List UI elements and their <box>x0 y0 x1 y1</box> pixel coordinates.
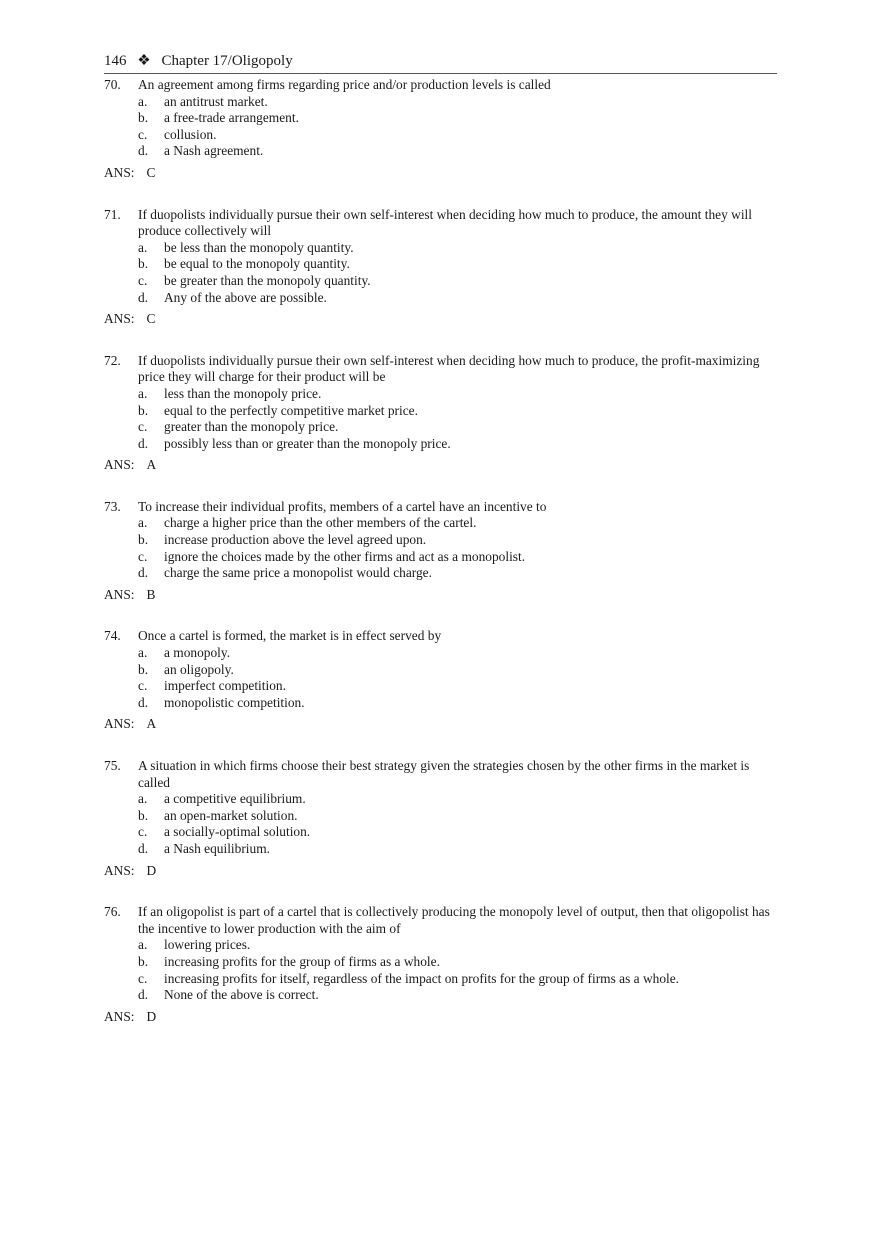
answer-line <box>104 457 780 474</box>
option-text: charge the same price a monopolist would charge. <box>164 565 432 581</box>
answer-option <box>138 403 780 420</box>
option-text: charge a higher price than the other members of the cartel. <box>164 515 477 531</box>
answer-value: C <box>146 164 156 180</box>
option-letter: c. <box>138 126 148 142</box>
option-letter: b. <box>138 953 149 969</box>
option-text: monopolistic competition. <box>164 694 305 710</box>
question-text: If an oligopolist is part of a cartel that is collectively producing the monopoly level of output, then that oligopolist has the incentive to lower production with the aim of <box>138 904 770 936</box>
answer-label: ANS: <box>104 457 135 473</box>
option-list <box>104 240 780 306</box>
option-text: be greater than the monopoly quantity. <box>164 272 371 288</box>
answer-option <box>138 549 780 566</box>
answer-line <box>104 863 780 880</box>
question-number: 73. <box>104 498 121 514</box>
option-letter: b. <box>138 402 149 418</box>
option-list <box>104 937 780 1003</box>
answer-option <box>138 532 780 549</box>
answer-option <box>138 824 780 841</box>
option-text: be equal to the monopoly quantity. <box>164 256 350 272</box>
option-text: an open-market solution. <box>164 807 298 823</box>
question-number: 76. <box>104 904 121 920</box>
option-letter: c. <box>138 824 148 840</box>
question-number: 75. <box>104 758 121 773</box>
answer-line <box>104 587 780 604</box>
option-letter: a. <box>138 93 148 109</box>
question-item <box>104 904 780 1025</box>
question-item <box>104 207 780 328</box>
answer-option <box>138 273 780 290</box>
option-text: be less than the monopoly quantity. <box>164 239 354 255</box>
option-text: possibly less than or greater than the monopoly price. <box>164 435 451 451</box>
option-letter: b. <box>138 661 149 677</box>
question-item <box>104 353 780 474</box>
question-text: If duopolists individually pursue their own self-interest when deciding how much to produce, the amount they will produce collectively will <box>138 206 752 239</box>
answer-line <box>104 165 780 182</box>
answer-label: ANS: <box>104 164 135 180</box>
option-letter: c. <box>138 970 148 986</box>
question-stem <box>104 628 780 645</box>
answer-value: A <box>146 716 157 732</box>
question-stem <box>104 77 780 94</box>
answer-option <box>138 143 780 160</box>
option-text: a Nash agreement. <box>164 143 264 159</box>
question-stem <box>104 353 780 386</box>
option-letter: b. <box>138 110 149 126</box>
option-letter: a. <box>138 239 148 255</box>
question-stem <box>104 758 780 791</box>
option-text: an oligopoly. <box>164 661 234 677</box>
question-number: 74. <box>104 628 121 644</box>
answer-option <box>138 791 780 808</box>
answer-line <box>104 716 780 733</box>
option-letter: d. <box>138 435 149 451</box>
option-text: collusion. <box>164 126 217 142</box>
option-list <box>104 386 780 452</box>
answer-option <box>138 937 780 954</box>
option-text: lowering prices. <box>164 937 251 953</box>
question-text: A situation in which firms choose their best strategy given the strategies chosen by the other firms in the market is called <box>138 758 750 790</box>
option-letter: d. <box>138 694 149 710</box>
question-item <box>104 758 780 879</box>
answer-label: ANS: <box>104 716 135 732</box>
option-letter: c. <box>138 678 148 694</box>
question-list <box>104 77 780 1025</box>
answer-line <box>104 311 780 328</box>
answer-option <box>138 436 780 453</box>
answer-line <box>104 1009 780 1026</box>
option-text: a monopoly. <box>164 645 231 661</box>
answer-option <box>138 678 780 695</box>
answer-option <box>138 290 780 307</box>
answer-option <box>138 841 780 858</box>
option-letter: d. <box>138 143 149 159</box>
question-text: If duopolists individually pursue their own self-interest when deciding how much to produce, the profit-maximizing price they will charge for their product will be <box>138 352 760 385</box>
option-text: increasing profits for the group of firms as a whole. <box>164 953 440 969</box>
option-list <box>104 791 780 857</box>
option-text: a competitive equilibrium. <box>164 791 306 807</box>
page-number: 146 <box>104 53 127 69</box>
option-letter: b. <box>138 532 149 548</box>
question-stem <box>104 499 780 516</box>
option-text: Any of the above are possible. <box>164 289 327 305</box>
question-number: 70. <box>104 77 121 92</box>
answer-option <box>138 695 780 712</box>
answer-option <box>138 515 780 532</box>
diamond-separator-icon: ❖ <box>137 53 151 69</box>
question-text: An agreement among firms regarding price and/or production levels is called <box>138 77 551 92</box>
option-list <box>104 94 780 160</box>
answer-value: C <box>146 311 156 327</box>
question-item <box>104 77 780 182</box>
option-letter: d. <box>138 840 149 856</box>
answer-option <box>138 240 780 257</box>
answer-option <box>138 110 780 127</box>
option-text: an antitrust market. <box>164 93 268 109</box>
answer-value: A <box>146 457 157 473</box>
option-list <box>104 515 780 581</box>
answer-label: ANS: <box>104 586 135 602</box>
option-letter: a. <box>138 645 148 661</box>
question-stem <box>104 207 780 240</box>
answer-option <box>138 94 780 111</box>
option-text: increase production above the level agreed upon. <box>164 532 427 548</box>
option-text: None of the above is correct. <box>164 987 319 1003</box>
answer-option <box>138 971 780 988</box>
option-letter: c. <box>138 272 148 288</box>
page-header <box>104 52 777 74</box>
option-text: a Nash equilibrium. <box>164 840 270 856</box>
question-text: To increase their individual profits, members of a cartel have an incentive to <box>138 498 547 514</box>
option-list <box>104 645 780 711</box>
answer-option <box>138 954 780 971</box>
option-letter: b. <box>138 807 149 823</box>
answer-option <box>138 127 780 144</box>
option-letter: a. <box>138 515 148 531</box>
option-text: equal to the perfectly competitive market price. <box>164 402 418 418</box>
question-item <box>104 628 780 733</box>
question-number: 72. <box>104 352 121 368</box>
option-letter: d. <box>138 987 149 1003</box>
question-stem <box>104 904 780 937</box>
option-letter: c. <box>138 548 148 564</box>
option-letter: a. <box>138 385 148 401</box>
question-item <box>104 499 780 604</box>
option-text: a free-trade arrangement. <box>164 110 299 126</box>
option-text: greater than the monopoly price. <box>164 419 339 435</box>
answer-option <box>138 386 780 403</box>
question-number: 71. <box>104 206 121 222</box>
option-letter: b. <box>138 256 149 272</box>
question-text: Once a cartel is formed, the market is in effect served by <box>138 628 442 644</box>
option-letter: a. <box>138 791 148 807</box>
option-letter: a. <box>138 937 148 953</box>
answer-label: ANS: <box>104 311 135 327</box>
answer-option <box>138 256 780 273</box>
option-text: ignore the choices made by the other firms and act as a monopolist. <box>164 548 526 564</box>
chapter-title: Chapter 17/Oligopoly <box>161 53 293 69</box>
answer-option <box>138 987 780 1004</box>
option-text: increasing profits for itself, regardless of the impact on profits for the group of firms as a whole. <box>164 970 680 986</box>
answer-value: D <box>146 1008 157 1024</box>
option-letter: d. <box>138 565 149 581</box>
answer-option <box>138 662 780 679</box>
option-text: imperfect competition. <box>164 678 286 694</box>
answer-option <box>138 645 780 662</box>
option-text: less than the monopoly price. <box>164 385 322 401</box>
option-letter: c. <box>138 419 148 435</box>
answer-option <box>138 565 780 582</box>
answer-value: B <box>146 586 156 602</box>
answer-option <box>138 808 780 825</box>
option-letter: d. <box>138 289 149 305</box>
option-text: a socially-optimal solution. <box>164 824 311 840</box>
answer-label: ANS: <box>104 1008 135 1024</box>
answer-label: ANS: <box>104 862 135 878</box>
answer-value: D <box>146 862 157 878</box>
answer-option <box>138 419 780 436</box>
